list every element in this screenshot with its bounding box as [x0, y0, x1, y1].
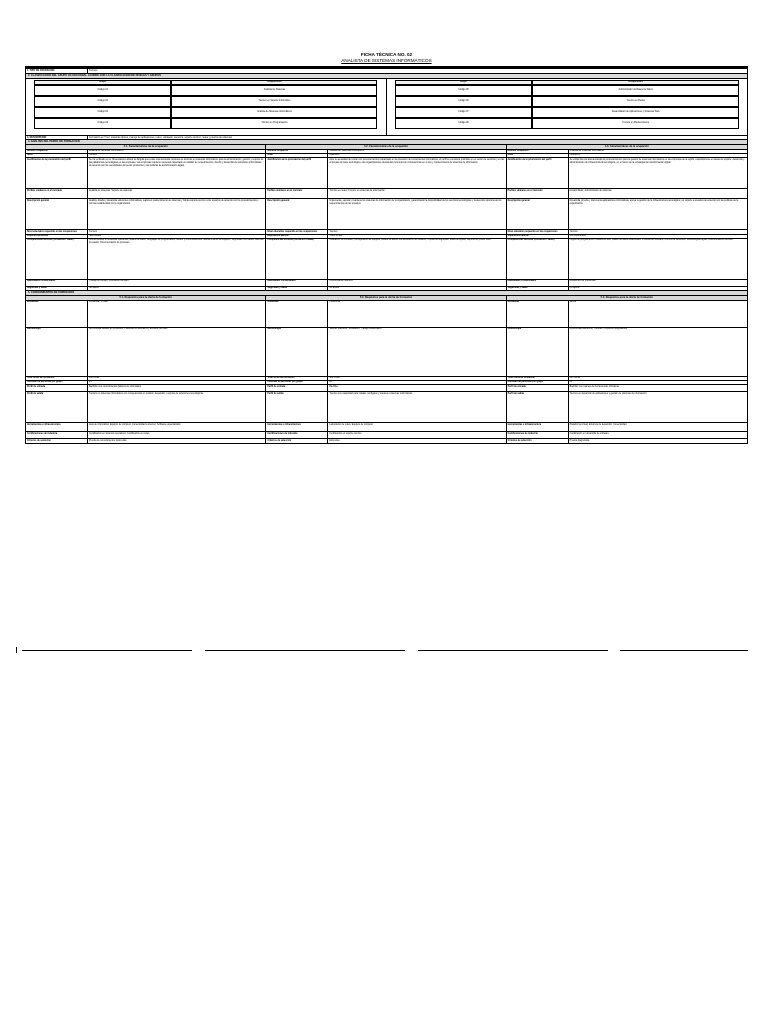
requirements-row	[266, 439, 505, 443]
occupation-code: Código 05	[395, 85, 533, 96]
requirements-field-label: Modalidad	[26, 301, 88, 327]
description-label: 3. DESCRIPCIÓN	[26, 136, 88, 140]
requirements-row	[266, 423, 505, 432]
characteristics-column-title: 4.3. Características de la ocupación	[507, 145, 747, 149]
characteristics-column-title: 4.2. Características de la ocupación	[266, 145, 505, 149]
occupation-list-right	[387, 79, 748, 135]
requirements-field-value: Laboratorio de redes; Equipos de cómputo	[329, 423, 373, 426]
characteristics-field-label: Experiencia laboral	[507, 235, 569, 238]
occupation-row	[395, 85, 740, 96]
characteristics-field-label: Perfiles similares en el mercado	[507, 189, 569, 198]
requirements-field-value: Bachiller	[329, 385, 339, 388]
footer-rule	[205, 650, 405, 651]
characteristics-field-value: Comunicación asertiva	[329, 280, 353, 283]
occupation-row	[395, 96, 740, 107]
requirements-field-value: Certificación en desarrollo de software	[569, 432, 609, 435]
training-requirements-grid	[25, 296, 748, 444]
characteristics-column-title: 4.1. Características de la ocupación	[26, 145, 265, 149]
characteristics-field-label: Nombre ocupación	[507, 150, 569, 153]
requirements-column-title: 5.3. Requisitos para la oferta de formación	[507, 296, 747, 300]
occupation-row	[34, 118, 378, 129]
requirements-column	[507, 296, 747, 443]
requirements-row	[507, 432, 747, 439]
requirements-field-label: Perfil de entrada	[26, 385, 88, 391]
occupation-name: Técnico en Redes	[532, 96, 739, 107]
characteristics-field-value: Técnico	[329, 230, 338, 233]
requirements-field-label: Metodología	[266, 328, 328, 376]
occupation-name: Analista de Sistemas Informáticos	[171, 107, 377, 118]
characteristics-field-value: Resolución de problemas	[569, 280, 596, 283]
requirements-field-value: Aprendizaje basado en proyectos; Prácticas en laboratorio; Estudios de caso	[89, 327, 168, 330]
characteristics-field-value: Operativo	[569, 154, 580, 157]
requirements-field-label: Total horas de formación	[266, 377, 328, 380]
characteristics-row	[266, 287, 505, 290]
requirements-field-label: Certificaciones de industria	[26, 432, 88, 438]
requirements-field-label: Herramientas e infraestructura	[266, 423, 328, 431]
requirements-field-label: Perfil de salida	[507, 392, 569, 422]
characteristics-field-label: Experiencia laboral	[266, 235, 328, 238]
requirements-field-label: Herramientas e infraestructura	[26, 423, 88, 431]
occupation-list-left	[26, 79, 387, 135]
characteristics-field-value: Analista de Sistemas Informáticos	[89, 150, 124, 153]
characteristics-field-label: Nivel educativo requerido en las ocupaciones	[507, 230, 569, 233]
requirements-row	[26, 385, 265, 392]
characteristics-field-label: Nombre ocupación	[266, 150, 328, 153]
requirements-row	[507, 385, 747, 392]
requirements-field-label: Cantidad de personas por grupo	[507, 381, 569, 384]
characteristics-field-value: No aplica	[329, 287, 339, 290]
characteristics-field-label: Nivel educativo requerido en las ocupaciones	[266, 230, 328, 233]
occupation-code: Código 08	[395, 118, 533, 129]
requirements-field-value: Presencial; Virtual	[89, 300, 108, 303]
occupation-classification	[25, 79, 748, 136]
requirements-field-value: Aula de informática; Equipos de cómputo; Conectividad a internet; Software especializado	[89, 423, 181, 426]
requirements-field-label: Modalidad	[507, 301, 569, 327]
characteristics-field-value: Implementa, ejecuta y mantiene los sistemas de información de la organización, garantizando la disponibilidad de los servicios tecnológicos y la atención oportuna de los requerimientos de los usuarios.	[329, 199, 502, 205]
footer-rule	[22, 650, 192, 651]
characteristics-field-label: Justificación de la priorización del perfil	[507, 158, 569, 188]
requirements-field-label: Metodología	[507, 328, 569, 376]
occupation-code: Código 02	[34, 96, 171, 107]
requirements-field-label: Certificaciones de industria	[266, 432, 328, 438]
characteristics-column	[266, 145, 506, 290]
requirements-field-label: Metodología	[26, 328, 88, 376]
characteristics-field-label: Justificación de la priorización del perfil	[26, 158, 88, 188]
characteristics-field-value: No aplica	[569, 287, 580, 290]
occupation-code: Código 07	[395, 107, 533, 118]
characteristics-field-value: Se ha verificado en el Observatorio Laboral de Bogotá que existe una demanda creciente de técnicos en sistemas informáticos para la administración, gestión y soporte de las plataformas tecnológicas en las empresas. Las empresas requieren personal capacitado en análisis de requerimientos, diseño y desarrollo de soluciones informáticas de acuerdo con las necesidades del sector productivo y las políticas de transformación digital.	[89, 158, 264, 167]
requirements-row	[507, 423, 747, 432]
requirements-field-value: Técnico con capacidad para instalar, configurar y mantener sistemas informáticos	[329, 392, 413, 395]
characteristics-field-label: Seguridad y salud	[266, 287, 328, 290]
occupation-name: Técnico en Mantenimiento	[532, 118, 739, 129]
characteristics-row	[266, 189, 505, 199]
characteristics-field-label: Descripción general	[26, 199, 88, 229]
occupation-row	[34, 96, 378, 107]
occupation-name: Técnico en Programación	[171, 118, 377, 129]
requirements-field-label: Total horas de formación	[507, 377, 569, 380]
characteristics-field-value: Desarrollador; Administrador de sistemas	[569, 189, 612, 192]
requirements-row	[26, 392, 265, 423]
characteristics-row	[266, 158, 505, 189]
characteristics-row	[26, 199, 265, 230]
characteristics-field-value: Analiza, diseña y desarrolla soluciones informáticas, realiza el mantenimiento de sistemas y brinda soporte técnico a los usuarios de acuerdo con los procedimientos y normas establecidas por la organización.	[89, 199, 259, 205]
requirements-field-value: Entrevista	[329, 439, 340, 442]
occupation-type-label: 1. TIPO DE OCUPACIÓN	[26, 69, 88, 73]
requirements-field-value: Virtual	[569, 300, 577, 303]
characteristics-field-value: Técnico	[569, 230, 578, 233]
characteristics-field-label: Justificación de la priorización del perfil	[266, 158, 328, 188]
characteristics-field-value: No aplica	[89, 287, 99, 290]
characteristics-row	[507, 280, 747, 287]
profile-analysis-section-title: 4. ANÁLISIS DEL PERFIL DE FORMACIÓN	[25, 140, 748, 145]
document-header	[25, 52, 748, 66]
requirements-field-label: Criterios de selección	[266, 439, 328, 443]
occupation-code: Código 01	[34, 85, 171, 96]
occupation-row	[34, 107, 378, 118]
characteristics-field-value: Operativo	[329, 154, 340, 157]
characteristics-field-value: Técnico	[89, 230, 98, 233]
characteristics-column	[26, 145, 266, 290]
characteristics-row	[507, 199, 747, 230]
page-edge-mark	[16, 647, 17, 653]
characteristics-row	[507, 158, 747, 189]
characteristics-field-label: Perfiles similares en el mercado	[26, 189, 88, 198]
characteristics-field-label: Competencias técnicas (formación / saber)	[26, 239, 88, 279]
characteristics-row	[26, 189, 265, 199]
requirements-field-value: 520 horas	[569, 376, 580, 379]
requirements-field-label: Total horas de formación	[26, 377, 88, 380]
characteristics-field-label: Nivel	[266, 154, 328, 157]
characteristics-row	[266, 280, 505, 287]
document-subtitle: ANALISTA DE SISTEMAS INFORMÁTICOS	[341, 58, 432, 63]
characteristics-field-label: Nombre ocupación	[26, 150, 88, 153]
characteristics-field-value: Analista de Sistemas Informáticos	[569, 150, 605, 153]
requirements-row	[26, 328, 265, 377]
occupation-row	[395, 107, 740, 118]
requirements-field-value: Talleres prácticos; Simulación; Trabajo colaborativo	[329, 327, 382, 330]
characteristics-field-value: Lógica de programación; Desarrollo web; Bases de datos relacionales; Pruebas de software; Control de versiones; Metodologías ágiles; Documentación técnica	[569, 239, 733, 242]
training-section-title: 5. CONOCIMIENTOS DE FORMACIÓN	[25, 291, 748, 296]
characteristics-row	[26, 239, 265, 280]
requirements-column-title: 5.1. Requisitos para la oferta de formación	[26, 296, 265, 300]
characteristics-field-label: Seguridad y salud	[26, 287, 88, 290]
occ-header-occupations: Ocupaciones	[532, 80, 739, 85]
requirements-field-value: Presencial	[329, 300, 341, 303]
requirements-field-value: Bachiller con manejo de herramientas ofimáticas	[569, 385, 620, 388]
requirements-field-value: Técnico en sistemas informáticos con competencias en análisis, desarrollo y soporte de soluciones tecnológicas	[89, 392, 204, 395]
characteristics-field-label: Habilidades conductuales	[507, 280, 569, 286]
requirements-row	[507, 301, 747, 328]
occupation-type-value: Técnico	[89, 69, 98, 73]
characteristics-row	[266, 199, 505, 230]
characteristics-field-value: Analista de Sistemas Informáticos	[329, 150, 364, 153]
characteristics-field-value: Seis meses	[89, 234, 101, 237]
characteristics-field-label: Descripción general	[507, 199, 569, 229]
requirements-field-label: Criterios de selección	[507, 439, 569, 443]
characteristics-row	[266, 239, 505, 280]
document-title: FICHA TÉCNICA NO. 02	[360, 52, 413, 57]
characteristics-field-value: Instalación de software; Configuración de equipos; Redes de datos; Administración de usuarios; Copias de seguridad; Mesa de ayuda; Soporte de primer nivel	[329, 239, 491, 242]
requirements-row	[26, 423, 265, 432]
characteristics-field-value: Conocimientos en sistemas operativos; Bases de datos; Lenguajes de programación; Redes y comunicaciones; Mantenimiento de equipos; Seguridad informática; Atención al usuario; Documentación de procesos	[89, 239, 264, 245]
characteristics-field-label: Perfiles similares en el mercado	[266, 189, 328, 198]
requirements-row	[507, 328, 747, 377]
characteristics-row	[507, 189, 747, 199]
requirements-field-value: Aprendizaje autónomo; Tutorías; Proyectos integradores	[569, 327, 628, 330]
occ-header-group: Grupo	[395, 80, 533, 85]
requirements-row	[266, 432, 505, 439]
requirements-field-value: 600 horas	[89, 376, 100, 379]
characteristics-field-value: Ante la necesidad de contar con personal técnico capacitado en la operación de herramientas informáticas, el perfil se considera prioritario en el sector de servicios y en las empresas de base tecnológica. Las organizaciones demandan personal con competencias en el uso y mantenimiento de sistemas de información.	[329, 158, 505, 164]
requirements-row	[266, 392, 505, 423]
characteristics-field-value: Se evidencia una alta demanda de personal técnico para la gestión de sistemas informáticos en las empresas de la región, especialmente en áreas de soporte, desarrollo y administración de infraestructura tecnológica, en el marco de la estrategia de transformación digital.	[569, 158, 745, 164]
characteristics-field-label: Nivel	[26, 154, 88, 157]
occupation-code: Código 03	[34, 107, 171, 118]
characteristics-field-value: Desarrolla, prueba y documenta aplicaciones informáticas; apoya la gestión de la infraestructura tecnológica y el soporte a usuarios de acuerdo con las políticas de la organización.	[569, 199, 739, 205]
occupation-name: Analista de Sistemas	[171, 85, 377, 96]
requirements-field-value: 480 horas	[329, 376, 340, 379]
requirements-column	[26, 296, 266, 443]
characteristics-row	[26, 280, 265, 287]
requirements-field-label: Perfil de salida	[266, 392, 328, 422]
requirements-field-value: Plataforma virtual; Entornos de desarrollo; Conectividad	[569, 423, 627, 426]
characteristics-row	[507, 287, 747, 290]
requirements-field-value: Bachiller con conocimientos básicos de informática	[89, 385, 141, 388]
occ-header-occupations: Ocupaciones	[171, 80, 377, 85]
requirements-field-label: Cantidad de personas por grupo	[266, 381, 328, 384]
requirements-field-value: Prueba diagnóstica	[569, 439, 590, 442]
characteristics-field-label: Habilidades conductuales	[26, 280, 88, 286]
footer-rule	[418, 650, 608, 651]
characteristics-row	[507, 239, 747, 280]
characteristics-field-value: Sin experiencia	[569, 234, 586, 237]
occupation-code: Código 06	[395, 96, 533, 107]
description-value: Formación en TI en: sistemas típicos, manejo de aplicaciones, redes, cableado, asesoría, soporte técnico, redes y puertos de sistemas	[89, 135, 232, 139]
requirements-row	[26, 439, 265, 443]
footer-rule	[620, 650, 748, 651]
occupation-row	[34, 85, 378, 96]
occupation-name: Técnico en Soporte Informático	[171, 96, 377, 107]
characteristics-field-label: Competencias técnicas (formación / saber)	[266, 239, 328, 279]
requirements-field-label: Certificaciones de industria	[507, 432, 569, 438]
requirements-field-value: Certificación en sistemas operativos; Certificación en redes	[89, 432, 150, 435]
requirements-row	[26, 432, 265, 439]
requirements-field-label: Modalidad	[266, 301, 328, 327]
requirements-field-value: Certificación en soporte técnico	[329, 432, 362, 435]
requirements-field-value: 30	[569, 381, 573, 384]
requirements-field-label: Herramientas e infraestructura	[507, 423, 569, 431]
requirements-field-value: Prueba de conocimientos; Entrevista	[89, 439, 127, 442]
occ-header-group: Grupo	[34, 80, 171, 85]
requirements-row	[266, 385, 505, 392]
occupation-name: Administrador de Bases de Datos	[532, 85, 739, 96]
characteristics-field-value: 1 año o más	[329, 234, 342, 237]
characteristics-field-value: Trabajo en equipo; Orientación al logro	[89, 280, 129, 283]
requirements-row	[26, 301, 265, 328]
characteristics-field-label: Descripción general	[266, 199, 328, 229]
characteristics-field-label: Competencias técnicas (formación / saber)	[507, 239, 569, 279]
characteristics-field-value: Analista de sistemas; Soporte de sistemas	[89, 189, 133, 192]
classification-section-title: 2. CLASIFICACIÓN DEL GRUPO OCUPACIONAL ACORDE CON LA CLASIFICACIÓN DE NIVELES Y GRUPOS	[25, 74, 748, 79]
requirements-field-value: 25	[89, 381, 92, 384]
requirements-field-label: Criterios de selección	[26, 439, 88, 443]
requirements-field-label: Cantidad de personas por grupo	[26, 381, 88, 384]
requirements-field-label: Perfil de salida	[26, 392, 88, 422]
requirements-row	[507, 392, 747, 423]
occupation-code: Código 04	[34, 118, 171, 129]
characteristics-row	[26, 158, 265, 189]
requirements-row	[266, 328, 505, 377]
occupation-name: Desarrollador de Aplicaciones y Sistemas Web	[532, 107, 739, 118]
requirements-row	[507, 439, 747, 443]
characteristics-field-value: Técnico en redes; Técnico en sistemas de información	[329, 189, 385, 192]
characteristics-field-label: Seguridad y salud	[507, 287, 569, 290]
characteristics-field-label: Nivel	[507, 154, 569, 157]
characteristics-column	[507, 145, 747, 290]
occupation-row	[395, 118, 740, 129]
characteristics-field-label: Habilidades conductuales	[266, 280, 328, 286]
characteristics-row	[26, 287, 265, 290]
requirements-row	[266, 301, 505, 328]
requirements-field-value: 20	[329, 381, 332, 384]
requirements-field-value: Técnico en desarrollo de aplicaciones y gestión de sistemas de información	[569, 392, 647, 395]
characteristics-field-value: Técnico	[89, 154, 98, 157]
requirements-field-label: Perfil de entrada	[266, 385, 328, 391]
requirements-column	[266, 296, 506, 443]
occupation-characteristics-grid	[25, 145, 748, 291]
requirements-field-label: Perfil de entrada	[507, 385, 569, 391]
requirements-column-title: 5.2. Requisitos para la oferta de formación	[266, 296, 505, 300]
document	[25, 52, 748, 444]
characteristics-field-label: Nivel educativo requerido en las ocupaciones	[26, 230, 88, 233]
characteristics-field-label: Experiencia laboral	[26, 235, 88, 238]
